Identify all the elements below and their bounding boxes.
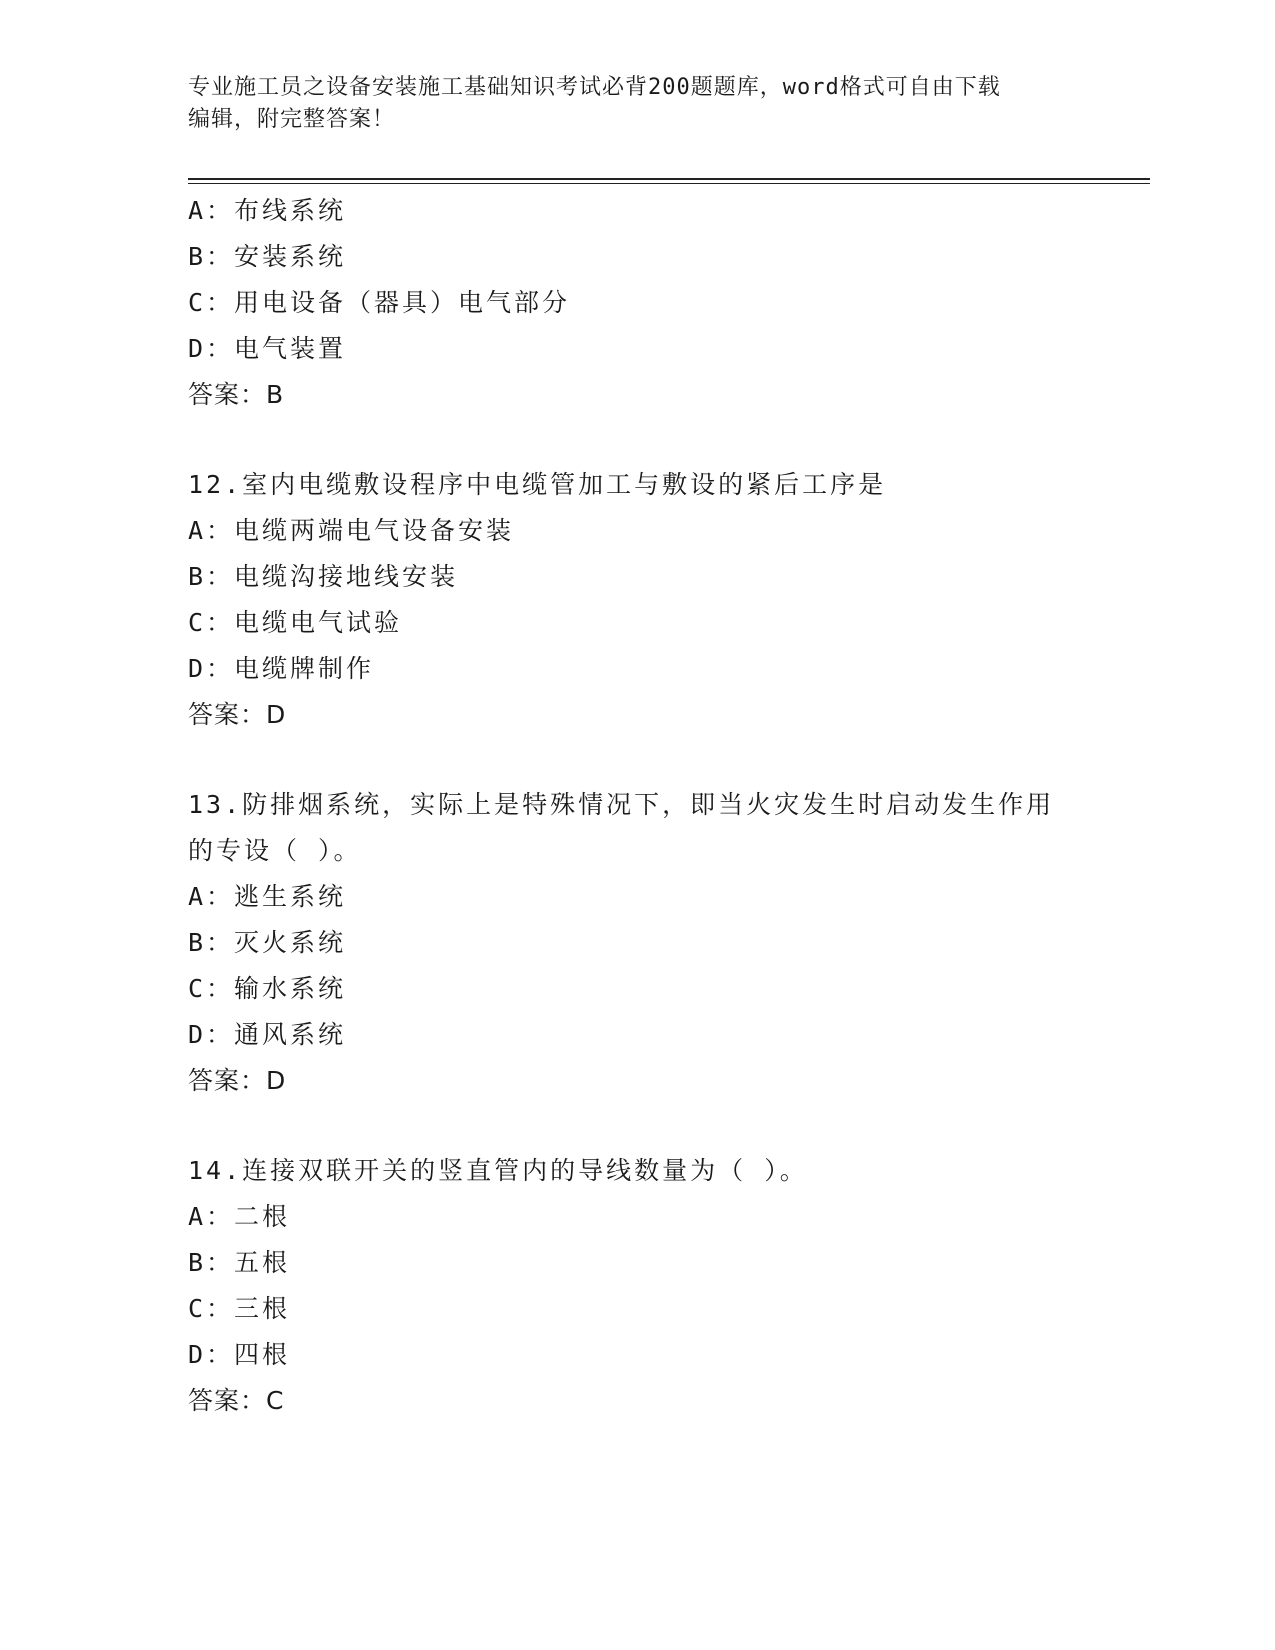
option-a: A：二根 — [188, 1202, 291, 1231]
question-stem: 12.室内电缆敷设程序中电缆管加工与敷设的紧后工序是 — [188, 470, 887, 499]
option-c: C：用电设备（器具）电气部分 — [188, 288, 571, 317]
question-stem-line-1: 13.防排烟系统，实际上是特殊情况下，即当火灾发生时启动发生作用 — [188, 790, 1055, 819]
option-a: A：电缆两端电气设备安装 — [188, 516, 515, 545]
option-c: C：三根 — [188, 1294, 291, 1323]
option-b: B：安装系统 — [188, 242, 347, 271]
option-d: D：电缆牌制作 — [188, 654, 375, 683]
option-c: C：电缆电气试验 — [188, 608, 403, 637]
answer: 答案：D — [188, 1066, 287, 1095]
answer: 答案：B — [188, 380, 285, 409]
question-12 — [188, 462, 1088, 738]
header-line-1: 专业施工员之设备安装施工基础知识考试必背200题题库，word格式可自由下载 — [188, 75, 1001, 100]
option-b: B：电缆沟接地线安装 — [188, 562, 459, 591]
question-list — [188, 188, 1088, 1424]
option-b: B：五根 — [188, 1248, 291, 1277]
question-stem-line-2: 的专设（ ）。 — [188, 836, 362, 865]
option-c: C：输水系统 — [188, 974, 347, 1003]
option-a: A：逃生系统 — [188, 882, 347, 911]
question-stem: 14.连接双联开关的竖直管内的导线数量为（ ）。 — [188, 1156, 808, 1185]
option-d: D：电气装置 — [188, 334, 347, 363]
question-14 — [188, 1148, 1088, 1424]
option-a: A：布线系统 — [188, 196, 347, 225]
option-b: B：灭火系统 — [188, 928, 347, 957]
header-divider-thick — [188, 178, 1150, 180]
option-d: D：四根 — [188, 1340, 291, 1369]
answer: 答案：C — [188, 1386, 285, 1415]
question-11 — [188, 188, 1088, 418]
header-line-2: 编辑，附完整答案！ — [188, 107, 396, 132]
answer: 答案：D — [188, 700, 287, 729]
option-d: D：通风系统 — [188, 1020, 347, 1049]
question-13 — [188, 782, 1088, 1104]
header-divider-thin — [188, 183, 1150, 184]
document-header — [188, 72, 1068, 136]
